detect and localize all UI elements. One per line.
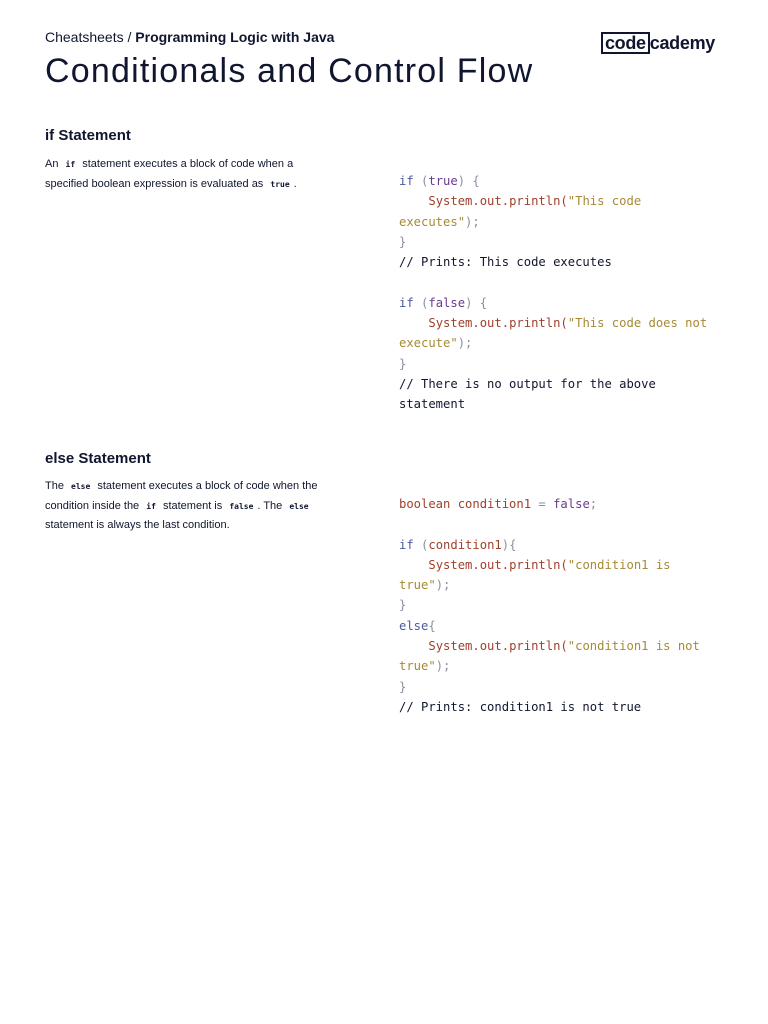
codecademy-logo[interactable] — [601, 32, 715, 54]
code-string: "condition1 is not — [567, 639, 700, 654]
code-method: System.out.println( — [428, 557, 568, 572]
breadcrumb-separator: / — [123, 29, 136, 45]
code-punct: ; — [589, 497, 598, 511]
code-comment: statement — [399, 397, 466, 412]
code-punct: ); — [435, 578, 451, 593]
code-block-if — [399, 171, 719, 415]
code-declaration: boolean condition1 — [399, 497, 532, 511]
logo-boxed-text: code — [601, 32, 650, 54]
code-identifier: condition1 — [428, 537, 502, 552]
section-heading: if Statement — [45, 127, 131, 144]
logo-rest-text: cademy — [649, 33, 715, 53]
code-keyword: else — [399, 618, 429, 633]
code-method: System.out.println( — [428, 639, 568, 654]
inline-code: true — [270, 179, 290, 189]
code-comment: // Prints: condition1 is not true — [399, 699, 642, 714]
description-text: statement is always the last condition. — [45, 519, 230, 531]
code-punct: ( — [413, 295, 429, 310]
code-string: execute" — [399, 336, 458, 351]
code-punct: { — [428, 618, 436, 633]
code-keyword: if — [399, 537, 414, 552]
code-literal: false — [428, 295, 466, 310]
code-string: executes" — [399, 214, 466, 229]
inline-code: if — [146, 501, 156, 511]
description-text: statement executes a block of code when a specified boolean expression is evaluated as — [45, 158, 294, 190]
code-string: "This code — [567, 194, 642, 209]
breadcrumb-current: Programming Logic with Java — [135, 29, 335, 45]
inline-code: false — [229, 501, 254, 511]
code-literal: false — [553, 497, 590, 511]
code-punct: = — [531, 497, 554, 511]
code-comment: // There is no output for the above — [399, 376, 656, 391]
description-text: . The — [257, 499, 283, 512]
code-punct: ); — [457, 336, 473, 351]
code-string: "condition1 is — [567, 557, 671, 572]
code-comment: // Prints: This code executes — [399, 255, 612, 270]
code-keyword: if — [399, 174, 414, 188]
description-text: . — [293, 177, 297, 190]
inline-code: else — [289, 501, 309, 511]
code-punct: ( — [413, 174, 429, 188]
section-heading: else Statement — [45, 450, 151, 467]
code-punct: } — [399, 679, 407, 694]
page-title: Conditionals and Control Flow — [45, 52, 534, 90]
inline-code: if — [65, 160, 76, 169]
code-punct: ) { — [457, 174, 480, 188]
section-description — [45, 477, 335, 535]
inline-code: else — [71, 482, 91, 491]
code-literal: true — [428, 174, 458, 188]
section-if-statement — [45, 127, 725, 412]
description-text: An — [45, 158, 59, 170]
code-string: true" — [399, 659, 436, 674]
code-punct: ) { — [465, 295, 488, 310]
section-description — [45, 155, 335, 194]
section-else-statement — [45, 450, 725, 714]
code-method: System.out.println( — [428, 316, 568, 331]
code-punct: ); — [465, 214, 480, 229]
breadcrumb — [45, 29, 334, 45]
description-text: statement is — [162, 499, 223, 512]
breadcrumb-cheatsheets-link[interactable]: Cheatsheets — [45, 29, 124, 45]
page-header — [45, 28, 725, 118]
code-block-else — [399, 494, 719, 717]
code-punct: ( — [413, 537, 429, 552]
code-string: true" — [399, 578, 436, 593]
code-punct: } — [399, 234, 407, 249]
code-punct: ); — [435, 659, 451, 674]
code-punct: } — [399, 356, 407, 371]
code-keyword: if — [399, 295, 414, 310]
description-text: The — [45, 480, 64, 492]
code-punct: } — [399, 598, 407, 613]
code-string: "This code does not — [567, 316, 708, 331]
code-method: System.out.println( — [428, 194, 568, 209]
code-punct: ){ — [501, 537, 517, 552]
description-text: statement executes a block of code when the condition inside the — [45, 480, 318, 512]
